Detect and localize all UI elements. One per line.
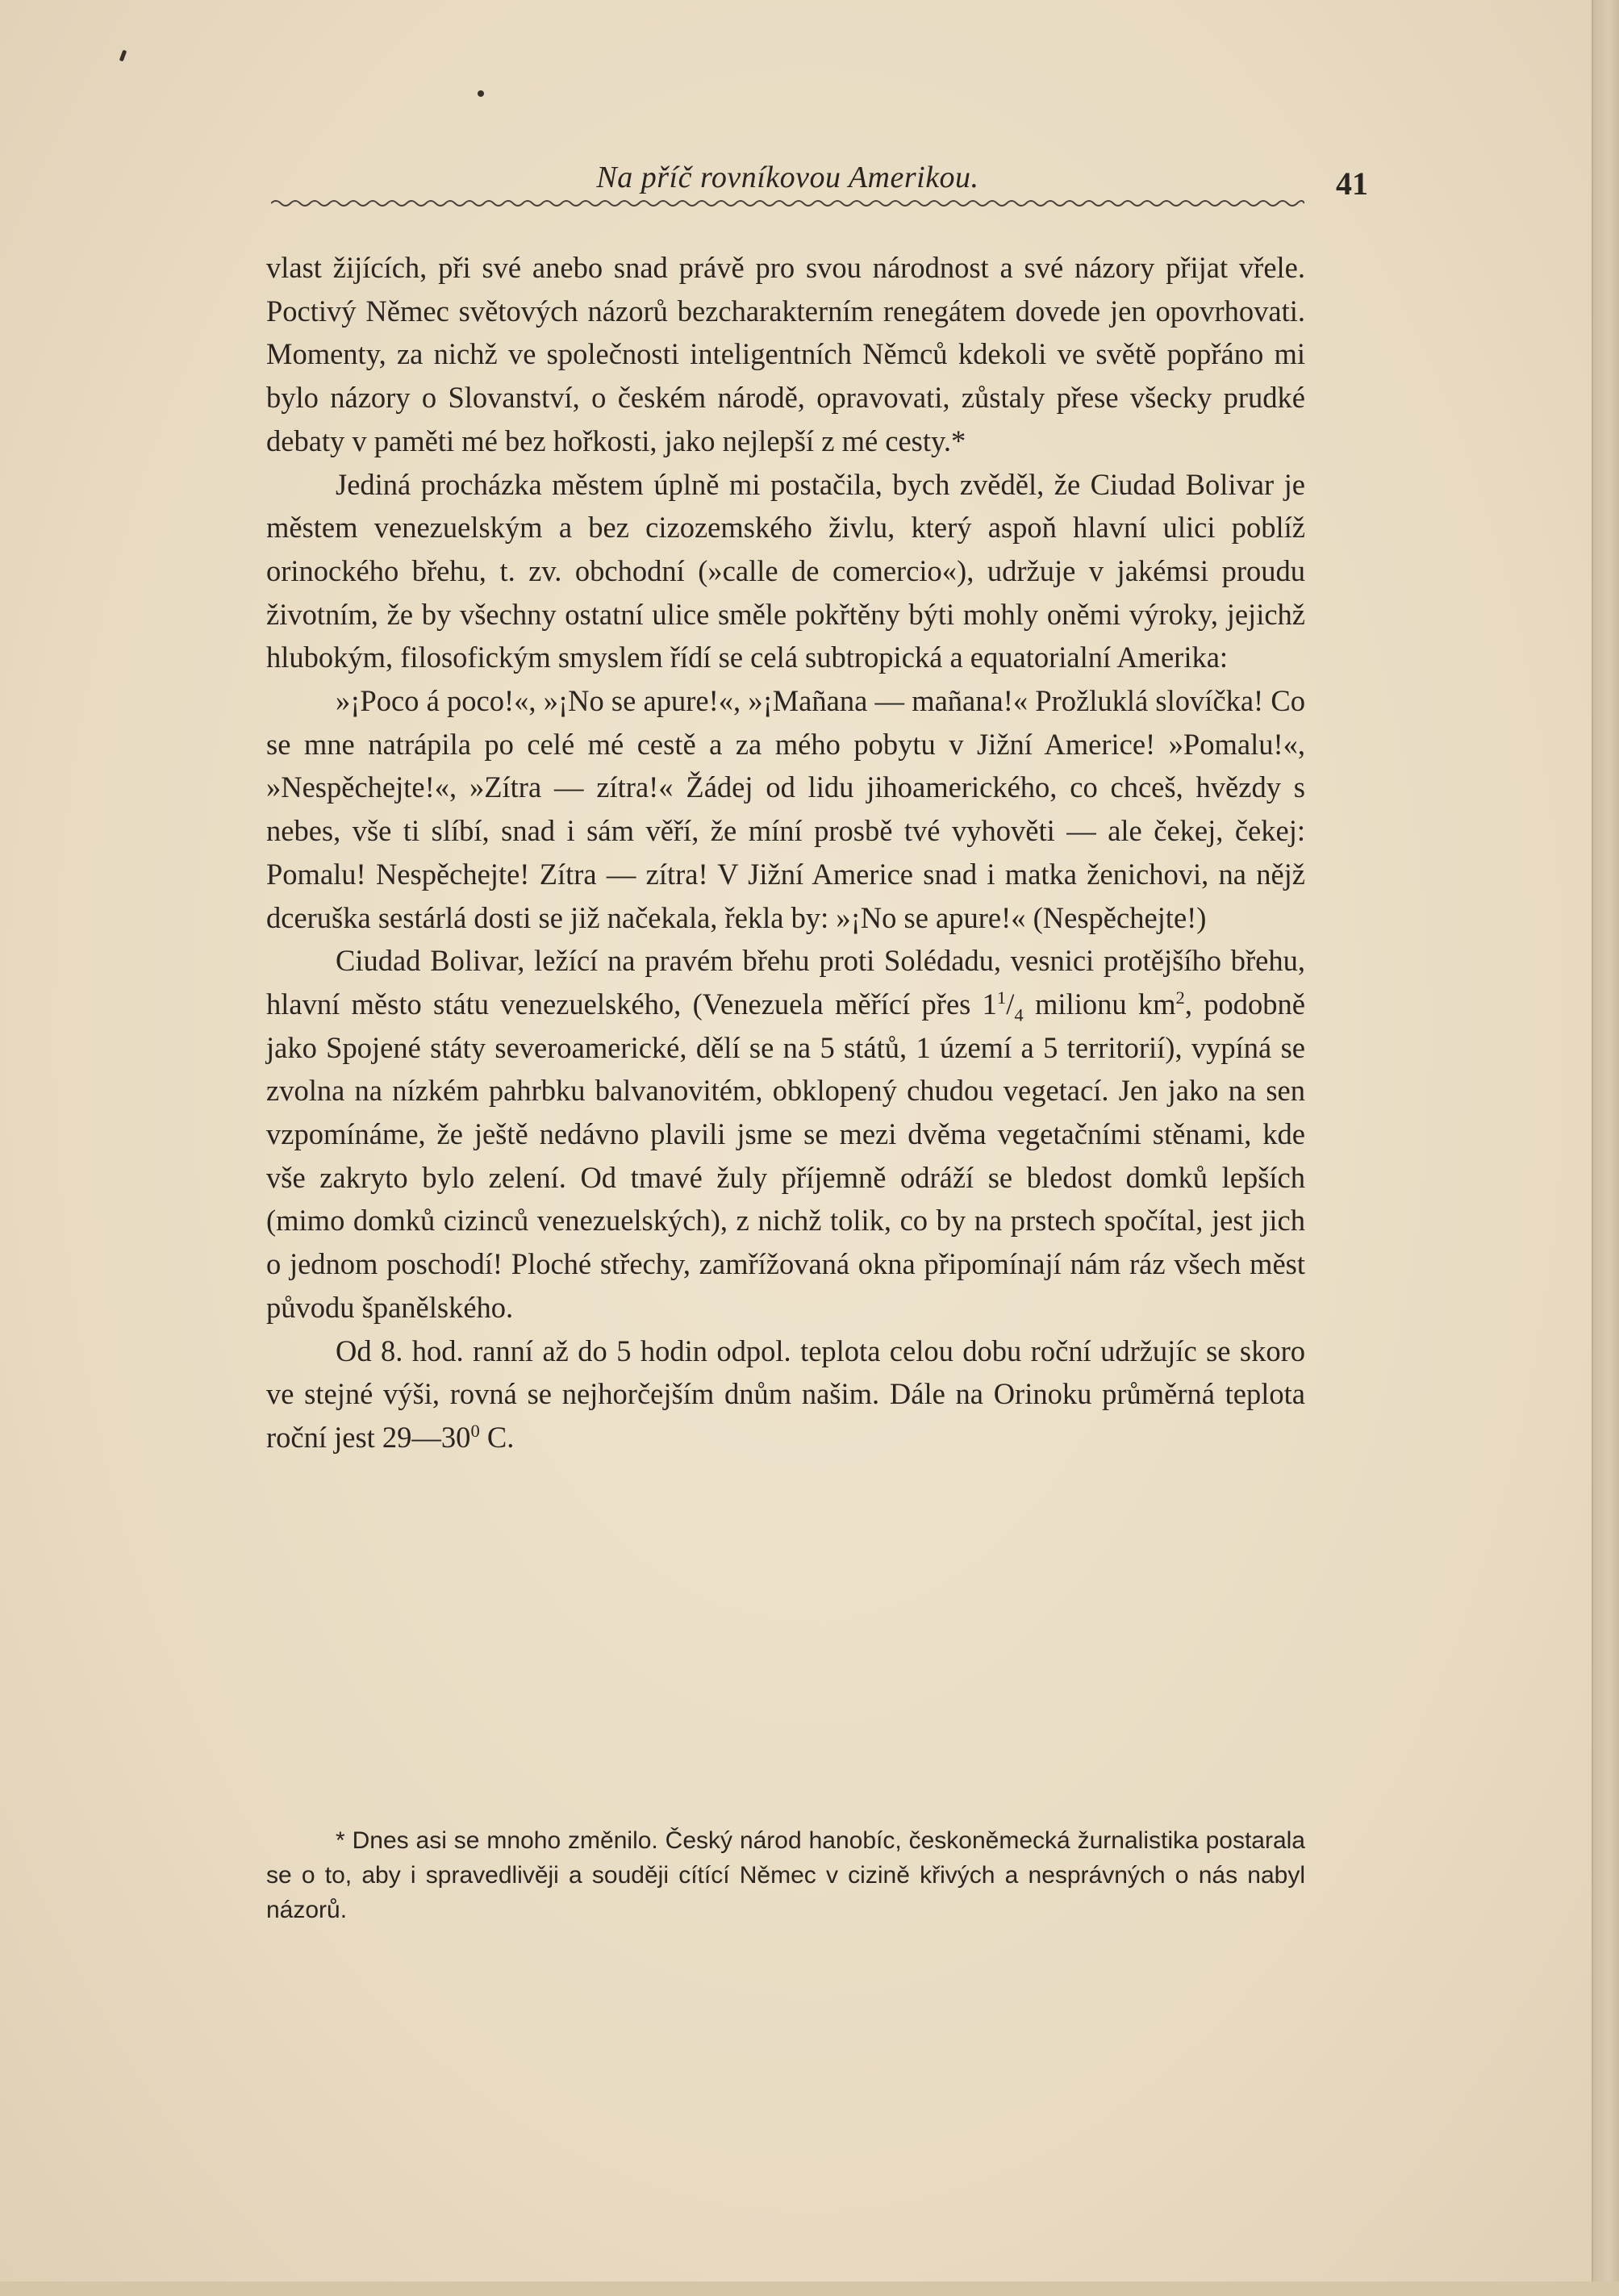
paragraph-3: »¡Poco á poco!«, »¡No se apure!«, »¡Mañana — mañana!« Prožluklá slovíčka! Co se mne natrápila po celé mé cestě a za mého pobytu v Jižní Americe! »Pomalu!«, »Nespěchejte!«, »Zítra — zítra!« Žádej od lidu jihoamerického, co chceš, hvězdy s nebes, vše ti slíbí, snad i sám věří, že míní prosbě tvé vyhověti — ale čekej, čekej: Pomalu! Nespěchejte! Zítra — zítra! V Jižní Americe snad i matka ženichovi, na nějž dceruška sestárlá dosti se již načekala, řekla by: »¡No se apure!« (Nespěchejte!) <box>266 684 1305 934</box>
degree-mark: 0 <box>470 1420 480 1441</box>
paragraph-5-unit: C. <box>479 1420 515 1454</box>
fraction-whole: 1 <box>982 987 997 1021</box>
page-number: 41 <box>1336 165 1368 202</box>
page-edge-shadow <box>1592 0 1619 2296</box>
paragraph-4-rest: , podobně jako Spojené státy severoamerické, dělí se na 5 států, 1 území a 5 territorií), vypíná se zvolna na nízkém pahrbku balvanovitém, obklopený chudou vegetací. Jen jako na sen vzpomínáme, že ještě nedávno plavili jsme se mezi dvěma vegetačními stěnami, kde vše zakryto bylo zelení. Od tmavé žuly příjemně odráží se bledost domků lepších (mimo domků cizinců venezuelských), z nichž tolik, co by na prstech spočítal, jest jich o jednom poschodí! Ploché střechy, zamřížovaná okna připomínají nám ráz všech měst původu španělského. <box>266 987 1305 1324</box>
paragraph-4 <box>266 939 1305 1329</box>
decorative-wavy-rule <box>271 195 1304 211</box>
footnote <box>266 1823 1305 1927</box>
paragraph-1: vlast žijících, při své anebo snad právě pro svou národnost a své názory přijat vřele. Poctivý Němec světových názorů bezcharakterním renegátem dovede jen opovrhovati. Momenty, za nichž ve společnosti inteligentních Němců kdekoli ve světě popřáno mi bylo názory o Slovanství, o českém národě, opravovati, zůstaly přese všecky prudké debaty v paměti mé bez hořkosti, jako nejlepší z mé cesty.* <box>266 251 1305 457</box>
ink-speck <box>119 50 127 62</box>
km-exponent: 2 <box>1175 987 1185 1008</box>
body-text <box>266 246 1305 1459</box>
paragraph-5 <box>266 1330 1305 1459</box>
ink-speck <box>478 90 484 97</box>
fraction-numerator: 1 <box>996 987 1007 1008</box>
page-bottom-edge <box>0 2281 1619 2296</box>
paragraph-4-start: Ciudad Bolivar, ležící na pravém břehu proti Solédadu, vesnici protějšího břehu, hlavní město státu venezuelského, (Venezuela měřící přes <box>266 944 1305 1021</box>
fraction-denominator: 4 <box>1014 1004 1024 1025</box>
footnote-text: * Dnes asi se mnoho změnilo. Český národ hanobíc, českoněmecká žurnalistika postarala se o to, aby i spravedlivěji a souději cítící Němec v cizině křivých a nesprávných o nás nabyl názorů. <box>266 1827 1305 1923</box>
paragraph-5-text: Od 8. hod. ranní až do 5 hodin odpol. teplota celou dobu roční udržujíc se skoro ve stejné výši, rovná se nejhorčejším dnům našim. Dále na Orinoku průměrná teplota roční jest 29—30 <box>266 1334 1305 1454</box>
fraction-slash: / <box>1006 987 1015 1021</box>
page-header <box>271 160 1368 208</box>
paragraph-2: Jediná procházka městem úplně mi postačila, bych zvěděl, že Ciudad Bolivar je městem venezuelským a bez cizozemského živlu, který aspoň hlavní ulici poblíž orinockého břehu, t. zv. obchodní (»calle de comercio«), udržuje v jakémsi proudu životním, že by všechny ostatní ulice směle pokřtěny býti mohly oněmi výroky, jejichž hlubokým, filosofickým smyslem řídí se celá subtropická a equatorialní Amerika: <box>266 467 1305 674</box>
running-title: Na příč rovníkovou Amerikou. <box>596 161 979 194</box>
paragraph-4-km: milionu km <box>1023 987 1176 1021</box>
